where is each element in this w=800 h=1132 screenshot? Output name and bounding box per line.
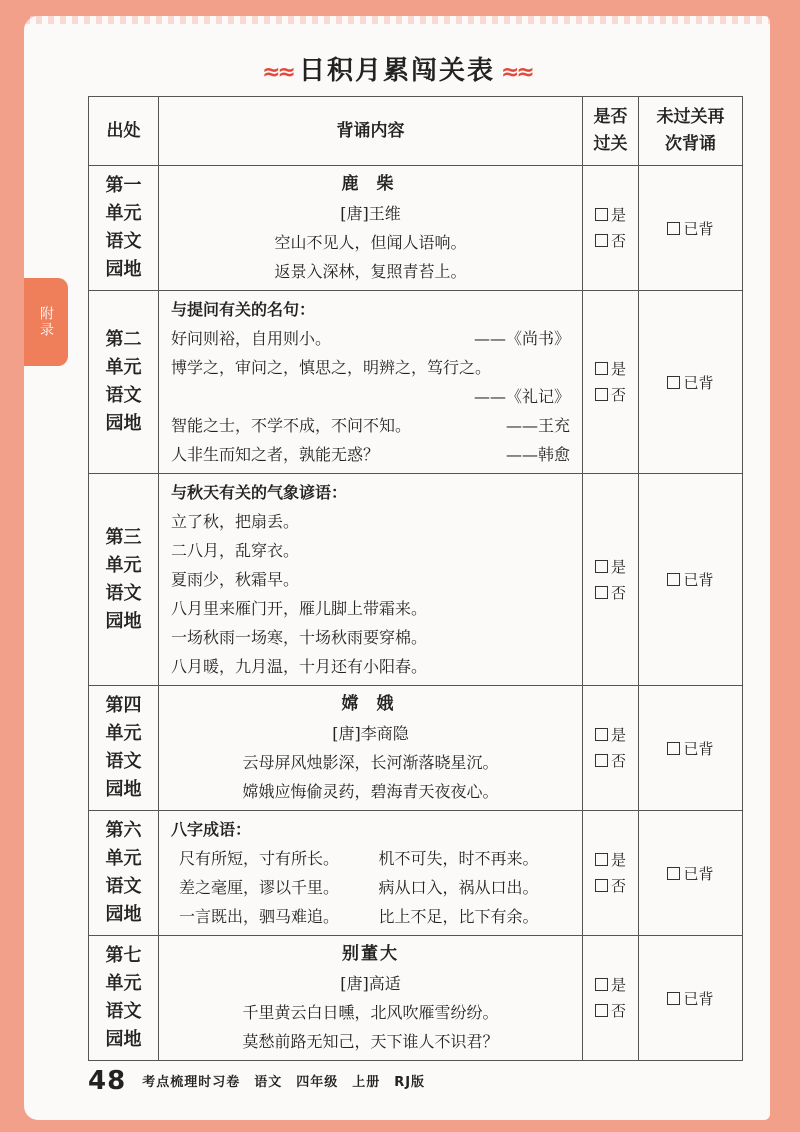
table-row — [89, 166, 743, 291]
yes-checkbox[interactable]: 是 — [583, 356, 638, 382]
no-checkbox[interactable]: 否 — [583, 998, 638, 1024]
yes-checkbox[interactable]: 是 — [583, 554, 638, 580]
poem-line: 嫦娥应悔偷灵药，碧海青天夜夜心。 — [242, 782, 499, 801]
recited-checkbox[interactable]: 已背 — [639, 474, 743, 686]
recitation-table — [88, 96, 743, 1061]
checkbox-icon — [595, 208, 608, 221]
pass-options — [583, 811, 639, 936]
pass-options — [583, 686, 639, 811]
row-content — [159, 166, 583, 291]
row-content — [159, 811, 583, 936]
row-content — [159, 291, 583, 474]
quote-row: 人非生而知之者，孰能无惑？ ——韩愈 — [171, 445, 570, 464]
checkbox-icon — [667, 992, 680, 1005]
pass-options — [583, 474, 639, 686]
checkbox-icon — [667, 376, 680, 389]
poem-author: [唐]李商隐 — [332, 724, 409, 743]
row-source: 第七 单元 语文 园地 — [89, 936, 159, 1061]
pass-options — [583, 166, 639, 291]
row-source: 第四 单元 语文 园地 — [89, 686, 159, 811]
row-content — [159, 474, 583, 686]
appendix-tab: 附录 — [24, 278, 68, 366]
page-footer — [88, 1066, 425, 1096]
page-number: 48 — [88, 1066, 127, 1096]
footer-text: 考点梳理时习卷 语文 四年级 上册 RJ版 — [142, 1075, 426, 1090]
idiom-row: 一言既出，驷马难追。 比上不足，比下有余。 — [179, 907, 539, 926]
wave-icon: ≈≈ — [262, 60, 293, 85]
proverb-line: 一场秋雨一场寒，十场秋雨要穿棉。 — [171, 628, 428, 647]
pass-options — [583, 291, 639, 474]
poem-title: 嫦 娥 — [341, 694, 400, 714]
poem-line: 千里黄云白日曛，北风吹雁雪纷纷。 — [242, 1003, 499, 1022]
table-row — [89, 686, 743, 811]
section-heading: 与秋天有关的气象谚语： — [171, 483, 348, 502]
checkbox-icon — [595, 754, 608, 767]
poem-line: 空山不见人，但闻人语响。 — [274, 233, 467, 252]
checkbox-icon — [595, 728, 608, 741]
proverb-line: 二八月，乱穿衣。 — [171, 541, 300, 560]
poem-line: 返景入深林，复照青苔上。 — [274, 262, 467, 281]
recited-checkbox[interactable]: 已背 — [639, 686, 743, 811]
row-source: 第一 单元 语文 园地 — [89, 166, 159, 291]
quote-row: 博学之，审问之，慎思之，明辨之，笃行之。 — [171, 358, 492, 377]
yes-checkbox[interactable]: 是 — [583, 972, 638, 998]
yes-checkbox[interactable]: 是 — [583, 847, 638, 873]
row-source: 第三 单元 语文 园地 — [89, 474, 159, 686]
proverb-line: 八月里来雁门开，雁儿脚上带霜来。 — [171, 599, 428, 618]
quote-row: 智能之士，不学不成，不问不知。 ——王充 — [171, 416, 570, 435]
table-row — [89, 291, 743, 474]
section-heading: 与提问有关的名句： — [171, 300, 316, 319]
row-content — [159, 936, 583, 1061]
proverb-line: 八月暖，九月温，十月还有小阳春。 — [171, 657, 428, 676]
checkbox-icon — [667, 742, 680, 755]
checkbox-icon — [595, 978, 608, 991]
checkbox-icon — [595, 362, 608, 375]
section-heading: 八字成语： — [171, 820, 252, 839]
row-source: 第六 单元 语文 园地 — [89, 811, 159, 936]
header-source: 出处 — [89, 97, 159, 166]
pass-options — [583, 936, 639, 1061]
proverb-line: 立了秋，把扇丢。 — [171, 512, 300, 531]
no-checkbox[interactable]: 否 — [583, 580, 638, 606]
no-checkbox[interactable]: 否 — [583, 748, 638, 774]
no-checkbox[interactable]: 否 — [583, 382, 638, 408]
proverb-line: 夏雨少，秋霜早。 — [171, 570, 300, 589]
header-passed: 是否过关 — [583, 97, 639, 166]
checkbox-icon — [667, 222, 680, 235]
row-content — [159, 686, 583, 811]
poem-line: 云母屏风烛影深，长河渐落晓星沉。 — [242, 753, 499, 772]
no-checkbox[interactable]: 否 — [583, 228, 638, 254]
poem-author: [唐]高适 — [340, 974, 401, 993]
recited-checkbox[interactable]: 已背 — [639, 811, 743, 936]
wave-icon: ≈≈ — [501, 60, 532, 85]
checkbox-icon — [667, 867, 680, 880]
table-row — [89, 811, 743, 936]
table-header-row — [89, 97, 743, 166]
poem-line: 莫愁前路无知己，天下谁人不识君？ — [242, 1032, 499, 1051]
checkbox-icon — [595, 1004, 608, 1017]
checkbox-icon — [595, 560, 608, 573]
quote-attribution: ——《礼记》 — [473, 387, 570, 406]
table-row — [89, 936, 743, 1061]
checkbox-icon — [595, 853, 608, 866]
quote-row: 好问则裕，自用则小。 ——《尚书》 — [171, 329, 570, 348]
poem-author: [唐]王维 — [340, 204, 401, 223]
checkbox-icon — [595, 234, 608, 247]
decorative-border — [24, 16, 770, 24]
yes-checkbox[interactable]: 是 — [583, 202, 638, 228]
checkbox-icon — [595, 388, 608, 401]
header-content: 背诵内容 — [159, 97, 583, 166]
recited-checkbox[interactable]: 已背 — [639, 936, 743, 1061]
yes-checkbox[interactable]: 是 — [583, 722, 638, 748]
checkbox-icon — [595, 879, 608, 892]
recited-checkbox[interactable]: 已背 — [639, 166, 743, 291]
recited-checkbox[interactable]: 已背 — [639, 291, 743, 474]
no-checkbox[interactable]: 否 — [583, 873, 638, 899]
checkbox-icon — [667, 573, 680, 586]
poem-title: 别董大 — [342, 944, 399, 964]
table-row — [89, 474, 743, 686]
header-retry: 未过关再次背诵 — [639, 97, 743, 166]
poem-title: 鹿 柴 — [341, 174, 400, 194]
page-title: ≈≈ 日积月累闯关表 ≈≈ — [262, 56, 532, 86]
idiom-row: 尺有所短，寸有所长。 机不可失，时不再来。 — [179, 849, 539, 868]
row-source: 第二 单元 语文 园地 — [89, 291, 159, 474]
checkbox-icon — [595, 586, 608, 599]
idiom-row: 差之毫厘，谬以千里。 病从口入，祸从口出。 — [179, 878, 539, 897]
